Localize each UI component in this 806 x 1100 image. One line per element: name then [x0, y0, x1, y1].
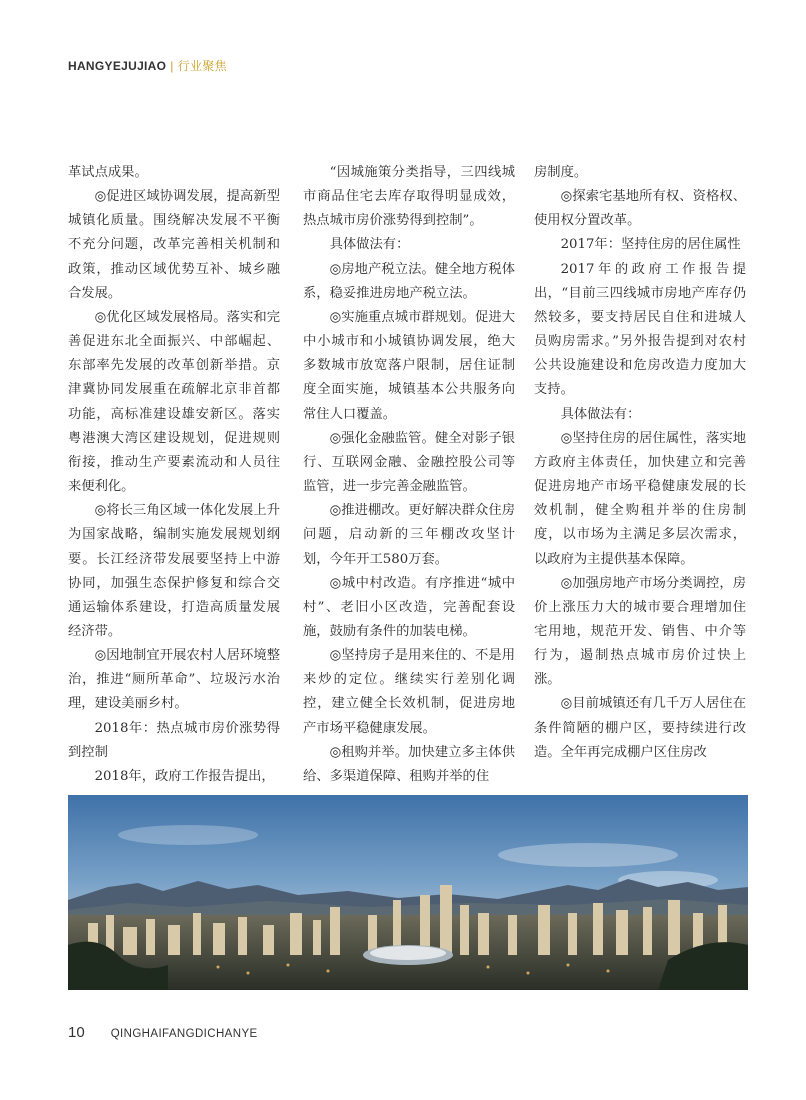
text-column-1: [68, 161, 280, 789]
paragraph: ◎坚持住房的居住属性，落实地方政府主体责任，加快建立和完善促进房地产市场平稳健康发展的长效机制，健全购租并举的住房制度，以市场为主满足多层次需求，以政府为主提供基本保障。: [534, 430, 746, 567]
paragraph: ◎坚持房子是用来住的、不是用来炒的定位。继续实行差别化调控，建立健全长效机制，促进房地产市场平稳健康发展。: [303, 648, 515, 736]
paragraph: ◎房地产税立法。健全地方税体系，稳妥推进房地产税立法。: [303, 261, 515, 301]
header-brand: HANGYEJUJIAO: [68, 59, 167, 73]
paragraph: 房制度。: [534, 165, 588, 180]
paragraph: ◎租购并举。加快建立多主体供给、多渠道保障、租购并举的住: [303, 744, 515, 784]
paragraph: ◎探索宅基地所有权、资格权、使用权分置改革。: [534, 189, 746, 229]
header-separator: |: [170, 59, 174, 73]
page-number: 10: [68, 1024, 85, 1041]
paragraph: 革试点成果。: [68, 165, 148, 180]
paragraph: ◎城中村改造。有序推进“城中村”、老旧小区改造，完善配套设施，鼓励有条件的加装电梯。: [303, 575, 515, 639]
paragraph: 具体做法有：: [560, 406, 641, 422]
paragraph: 具体做法有：: [329, 237, 410, 253]
article-body: [68, 161, 750, 784]
paragraph: ◎将长三角区域一体化发展上升为国家战略，编制实施发展规划纲要。长江经济带发展要坚持上中游协同，加强生态保护修复和综合交通运输体系建设，打造高质量发展经济带。: [68, 503, 280, 639]
paragraph: 2018年，政府工作报告提出，: [94, 768, 275, 784]
paragraph: 2017年：坚持住房的居住属性: [560, 237, 741, 253]
paragraph: 2018年：热点城市房价涨势得到控制: [68, 720, 280, 760]
page-header: [68, 57, 227, 77]
paragraph: ◎实施重点城市群规划。促进大中小城市和小城镇协调发展，绝大多数城市放宽落户限制，居住证制度全面实施，城镇基本公共服务向常住人口覆盖。: [303, 309, 515, 422]
paragraph: ◎促进区域协调发展，提高新型城镇化质量。围绕解决发展不平衡不充分问题，改革完善相关机制和政策，推动区域优势互补、城乡融合发展。: [68, 189, 280, 301]
paragraph: ◎优化区域发展格局。落实和完善促进东北全面振兴、中部崛起、东部率先发展的改革创新举措。京津冀协同发展重在疏解北京非首都功能，高标准建设雄安新区。落实粤港澳大湾区建设规划，促进规则衔接，推动生产要素流动和人员往来便利化。: [68, 309, 280, 495]
header-section: 行业聚焦: [177, 59, 227, 73]
text-column-3: [534, 161, 746, 765]
paragraph: 2017年的政府工作报告提出，“目前三四线城市房地产库存仍然较多，要支持居民自住和进城人员购房需求。”另外报告提到对农村公共设施建设和危房改造力度加大支持。: [534, 261, 746, 398]
city-skyline-photo: [68, 795, 748, 990]
text-column-2: [303, 161, 515, 789]
paragraph: ◎加强房地产市场分类调控，房价上涨压力大的城市要合理增加住宅用地，规范开发、销售、中介等行为，遏制热点城市房价过快上涨。: [534, 575, 746, 688]
paragraph: “因城施策分类指导，三四线城市商品住宅去库存取得明显成效，热点城市房价涨势得到控制”。: [303, 165, 515, 229]
paragraph: ◎目前城镇还有几千万人居住在条件简陋的棚户区，要持续进行改造。全年再完成棚户区住房改: [534, 696, 746, 760]
magazine-name: QINGHAIFANGDICHANYE: [110, 1028, 258, 1040]
paragraph: ◎因地制宜开展农村人居环境整治，推进“厕所革命”、垃圾污水治理，建设美丽乡村。: [68, 648, 280, 712]
paragraph: ◎强化金融监管。健全对影子银行、互联网金融、金融控股公司等监管，进一步完善金融监管。: [303, 430, 515, 495]
page-footer: [68, 1024, 258, 1041]
paragraph: ◎推进棚改。更好解决群众住房问题，启动新的三年棚改攻坚计划，今年开工580万套。: [303, 503, 515, 567]
